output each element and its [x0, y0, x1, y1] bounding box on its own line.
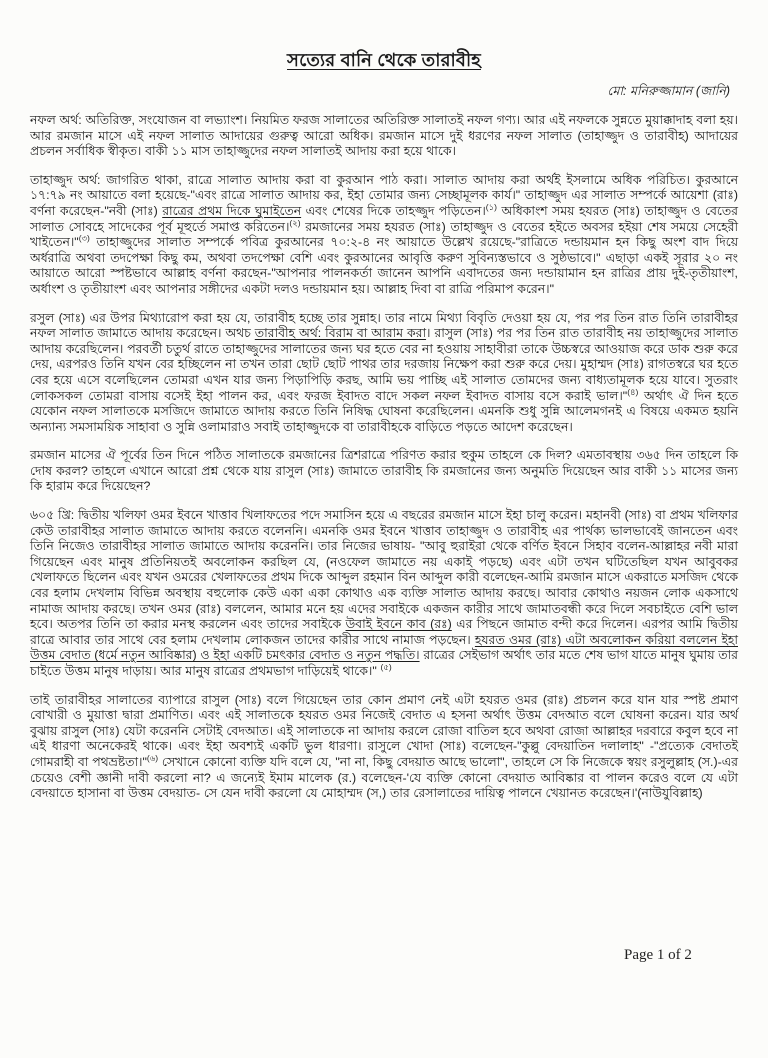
body-text: অধিকাংশ সময় হযরত (সাঃ) তাহাজ্জুদ ও বেতের সালাত সোবহে সাদেকের পূর্ব মূহুর্তে সমাপ্ত করিতেন।: [30, 203, 738, 234]
footnote-ref: (৩): [78, 233, 90, 244]
body-text: নফল অর্থ: অতিরিক্ত, সংযোজন বা লভ্যাংশ। নিয়মিত ফরজ সালাতের অতিরিক্ত সালাতই নফল গণ্য। আর এই নফলকে সুন্নতে মুয়াক্কাদাহ বলা হয়। আর রমজান মাসে এই নফল সালাত আদায়ের গুরুত্ব আরো অধিক। রমজান মাসে দুই ধরণের নফল সালাত (তাহাজ্জুদ ও তারাবীহ) আদায়ের প্রচলন সর্বাধিক স্বীকৃত। বাকী ১১ মাস তাহাজ্জুদের নফল সালাতই আদায় করা হয়ে থাকে।: [30, 113, 738, 159]
body-text: এর পিছনে জামাত বন্দী করে দিলেন। এরপর আমি দ্বিতীয় রাত্রে আবার তার সাথে বের হলাম দেখলাম লোকজন তাদের কারীর সাথে নামাজ পড়ছেন।: [30, 617, 738, 647]
paragraphs: [30, 113, 738, 802]
body-text: ৬০৫ খ্রি: দ্বিতীয় খলিফা ওমর ইবনে খাত্তাব খিলাফতের পদে সমাসিন হয়ে এ বছরের রমজান মাসে ইহা চালু করেন। মহানবী (সাঃ) বা প্রথম খলিফার কেউ তারাবীহর সালাত জামাতে আদায় করতে বলেননি। এমনকি ওমর ইবনে খাত্তাব তাহাজ্জুদ ও তারাবীহ এর পার্থক্য ভালভাবেই জানতেন এবং তিনি নিজেও তারাবীহর সালাত জামাতে আদায় করেননি। তার নিজের ভাষায়- "আবু হুরাইরা থেকে বর্ণিত ইবনে সিহাব বলেন-আল্লাহর নবী মারা গিয়েছেন এবং মানুষ প্রতিনিয়তই অবলোকন করছিল যে, (নওফেল জামাতে নয় একাই পড়ছে) এবং এটা তখন ঘটিতেছিল যখন আবুবকর খেলাফতে ছিলেন এবং যখন ওমরের খেলাফতের প্রথম দিকে আব্দুল রহমান বিন আব্দুল কারী বলেছেন-আমি রমজান মাসে একরাতে মসজিদ থেকে বের হলাম দেখলাম বিভিন্ন অবস্থায় বহুলোক কেউ একা একা কোথাও এক ব্যক্তি সালাত আদায় করছে। আবার কোথাও নয়জন লোক একসাথে নামাজ আদায় করছে। তখন ওমর (রাঃ) বললেন, আমার মনে হয় এদের সবাইকে একজন কারীর সাথে জামাতবন্ধী করে দিলে সবচাইতে বেশি ভাল হবে। অতপর তিনি তা করার মনস্থ করলেন এবং তাদের সবাইকে: [30, 508, 738, 632]
paragraph: [30, 311, 738, 436]
body-text: । রাসুল (সাঃ) পর পর তিন রাত তারাবীহ নয় তাহাজ্জুদের সালাত আদায় করেছিলেন। পরবর্তী চতুর্থ রাতে তাহাজ্জুদের সালাতের জন্য ঘর হতে বের না হওয়ায় সাহাবীরা তাকে উচ্চস্বরে আওয়াজ করে ডাক শুরু করে দেয়, এরপরও তিনি যখন বের হচ্ছিলেন না তখন তারা ছোট ছোট পাথর তার দরজায় নিক্ষেপ করা শুরু করে দেয়। মুহাম্মদ (সাঃ) রাগতস্বরে ঘর হতে বের হয়ে এসে বলেছিলেন তোমরা এখন যার জন্য পিড়াপিড়ি করছ, আমি ভয় পাচ্ছি এই সালাত তোমদের জন্য বাধ্যতামূলক হয়ে যাবে। সুতরাং লোকসকল তোমরা বাসায় বসেই ইহা পালন কর, এবং ফরজ ইবাদত বাদে সকল নফল ইবাদত বাসায় বসে করাই ভাল।": [30, 326, 738, 403]
footnote-ref: (১): [485, 201, 497, 212]
underlined-text: রাত্রের প্রথম দিকে ঘুমাইতেন: [162, 203, 302, 218]
body-text: তাই তারাবীহর সালাতের ব্যাপারে রাসুল (সাঃ) বলে গিয়েছেন তার কোন প্রমাণ নেই এটা হযরত ওমর (রাঃ) প্রচলন করে যান যার স্পষ্ট প্রমাণ বোখারী ও মুয়াত্তা দ্বারা প্রমাণিত। এবং এই সালাতকে হযরত ওমর নিজেই বেদাত এ হসনা অর্থাৎ উত্তম বেদআত বলে ঘোষনা করেন। যার অর্থ বুঝায় রাসুল (সাঃ) যেটা করেননি সেটাই বেদআত। এই সালাতকে না আদায় করলে রোজা বাতিল হবে অথবা রোজা আল্লাহর দরবারে কবুল হবে না এই ধারণা অনেকেরই থাকে। এবং ইহা অবশ্যই একটি ভুল ধারণা। রাসুলে খোদা (সাঃ) বলেছেন-"কুল্লু বেদয়াতিন দলালাহ" -"প্রত্যেক বেদাতই গোমরাহী বা পথভ্রষ্টতা।": [30, 692, 738, 769]
page-number-indicator: Page 1 of 2: [624, 947, 692, 963]
body-text: রমজান মাসের ঐ পূর্বের তিন দিনে পঠিত সালাতকে রমজানের ত্রিশরাত্রে পরিণত করার হুকুম তাহলে কে দিল? এমতাবস্থায় ৩৬৫ দিন তাহলে কি দোষ করল? তাহলে এখানে আরো প্রশ্ন থেকে যায় রাসুল (সাঃ) জামাতে তারাবীহ কি রমজানের জন্য অনুমতি দিয়েছেন আর বাকী ১১ মাসের জন্য কি হারাম করে দিয়েছেন?: [30, 448, 738, 494]
body-text: রমজানের সময় হযরত (সাঃ) তাহাজ্জুদ ও বেতের হইতে অবসর হইয়া শেষ সময়ে সেহেরী খাইতেন।": [30, 219, 738, 250]
paragraph: [30, 173, 738, 298]
footnote-ref: (৫): [380, 661, 392, 672]
footnote-ref: (২): [289, 217, 301, 228]
body-text: তাহাজ্জুদ অর্থ: জাগরিত থাকা, রাত্রে সালাত আদায় করা বা কুরআন পাঠ করা। সালাত আদায় করা অর্থই ইসলামে অধিক পরিচিত। কুরআনে ১৭:৭৯ নং আয়াতে বলা হয়েছে-"এবং রাত্রে সালাত আদায় কর, ইহা তোমার জন্য সেচ্ছামূলক কার্য।" তাহাজ্জুদ এর সালাত সম্পর্কে আয়েশা (রাঃ) বর্ণনা করেছেন-"নবী (সাঃ): [30, 172, 738, 218]
body-text: এবং শেষের দিকে তাহজ্জুদ পড়িতেন।: [301, 203, 486, 218]
paragraph: [30, 448, 738, 495]
underlined-text: হযরত ওমর (রাঃ) এটা অবলোকন করিয়া বললেন ইহা উত্তম বেদাত (ধর্মে নতুন আবিষ্কার) ও ইহা একটি চমৎকার বেদাত ও নতুন পদ্ধতি।: [30, 632, 738, 663]
body-text: অর্থাৎ ঐ দিন হতে যেকোন নফল সালাতকে মসজিদে জামাতে আদায় করতে তিনি নিষিদ্ধ ঘোষনা করেছিলেন। এমনকি শুধু সুন্নি আলেমগনই এ বিষয়ে একমত হয়নি অন্যান্য সমসাময়িক সাহাবা ও সুন্নি ওলামারাও সবাই তাহাজ্জুদকে বা তারাবীহকে বাড়িতে পড়তে আদেশ করেছেন।: [30, 388, 738, 434]
footnote-ref: (৬): [146, 752, 159, 763]
page-title: সত্যের বানি থেকে তারাবীহ: [287, 50, 481, 70]
paragraph: [30, 693, 738, 802]
underlined-text: তারাবীহ অর্থ: বিরাম বা আরাম করা: [254, 326, 427, 341]
author-line: মো: মনিরুজ্জামান (জানি): [607, 84, 730, 98]
paragraph: [30, 113, 738, 160]
body-text: রসুল (সাঃ) এর উপর মিথ্যারোপ করা হয় যে, তারাবীহ হচ্ছে তার সুন্নাহ। তার নামে মিথ্যা বিবৃতি দেওয়া হয় যে, পর পর তিন রাত তিনি তারাবীহর নফল সালাত জামাতে আদায় করেছেন। অথচ: [30, 310, 738, 341]
underlined-text: উবাই ইবনে কাব (রঃ): [345, 617, 452, 632]
body-text: তাহাজ্জুদের সালাত সম্পর্কে পবিত্র কুরআনের ৭০:২-৪ নং আয়াতে উল্লেখ রয়েছে-"রাত্রিতে দন্ডায়মান হন কিছু অংশ বাদ দিয়ে অর্ধরাত্রি অথবা তদপেক্ষা কিছু কম, অথবা তদপেক্ষা বেশি এবং কুরআনের আবৃত্তি করুণ সুবিন্যস্তভাবে ও সুষ্ঠভাবে।" এছাড়া একই সূরার ২০ নং আয়াতে আরো স্পষ্টভাবে আল্লাহ বর্ণনা করছেন-"আপনার পালনকর্তা জানেন আপনি এবাদতের জন্য দন্ডায়ামান হন রাত্রির প্রায় দুই-তৃতীয়াংশ, অর্ধাংশ ও তৃতীয়াংশ এবং আপনার সঙ্গীদের একটা দলও দন্ডায়মান হয়। আল্লাহ দিবা বা রাত্রি পরিমাপ করেন।": [30, 235, 738, 296]
body-text: রাত্রের সেইভাগ অর্থাৎ তার মতে শেষ ভাগ যাতে মানুষ ঘুমায় তার চাইতে উত্তম মানুষ দাড়ায়। আর মানুষ রাত্রের প্রথমভাগ দাড়িয়েই থাকে।": [30, 648, 739, 678]
paragraph: [30, 508, 738, 680]
footnote-ref: (৪): [627, 386, 639, 397]
body-text: সেখানে কোনো ব্যক্তি যদি বলে যে, "না না, কিছু বেদয়াত আছে ভালো", তাহলে সে কি নিজেকে স্বয়ং রসুলুল্লাহ (স.)-এর চেয়েও বেশী জ্ঞানী দাবী করলো না? এ জন্যেই ইমাম মালেক (র.) বলেছেন-'যে ব্যক্তি কোনো বেদয়াত আবিষ্কার বা পালন করেও বলে যে এটা বেদয়াতে হাসানা বা উত্তম বেদয়াত- সে যেন দাবী করলো যে মোহাম্মদ (স,) তার রেসালাতের দায়িত্ব পালনে খেয়ানত করেছেন।'(নাউযুবিল্লাহ): [30, 754, 738, 801]
